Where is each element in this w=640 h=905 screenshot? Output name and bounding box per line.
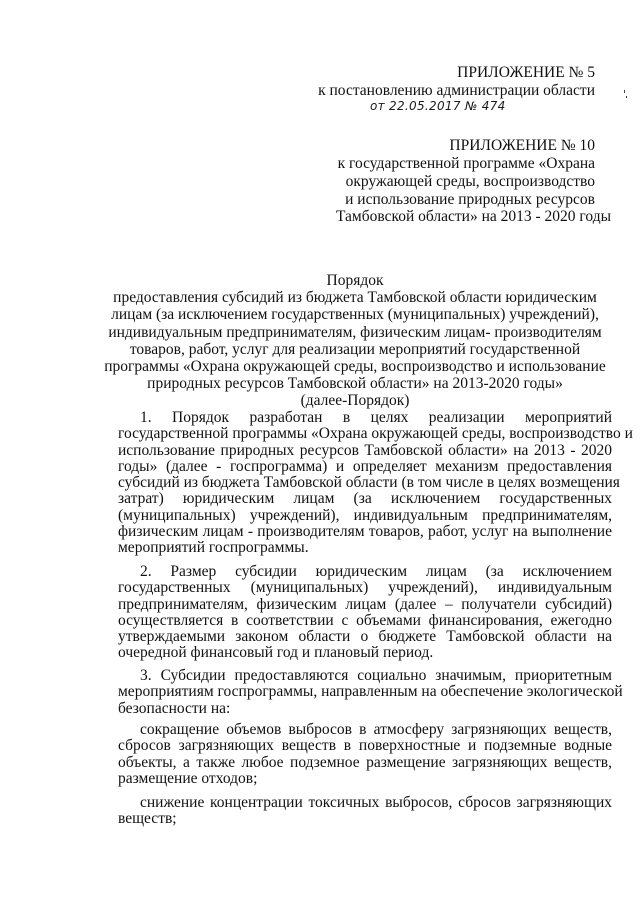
paragraph-line: государственных (муниципальных) учреждений), индивидуальным <box>118 579 612 597</box>
handwritten-date-number: от 22.05.2017 № 474 <box>370 99 506 113</box>
appendix-5-subtitle: к постановлению администрации области <box>318 82 595 99</box>
title-line: индивидуальным предпринимателям, физическим лицам- производителям <box>108 323 602 341</box>
title-line: программы «Охрана окружающей среды, воспроизводство и использование <box>104 358 606 376</box>
appendix-10-line: Тамбовской области» на 2013 - 2020 годы <box>335 208 611 225</box>
paragraph-line: сокращение объемов выбросов в атмосферу загрязняющих веществ, <box>140 721 612 738</box>
paragraph-line: 1. Порядок разработан в целях реализации мероприятий <box>140 409 612 426</box>
appendix-10-line: и использование природных ресурсов <box>345 191 595 208</box>
paragraph-line: сбросов загрязняющих веществ в поверхностные и подземные водные <box>118 737 612 755</box>
paragraph-line: очередной финансовый год и плановый период. <box>118 644 434 662</box>
paragraph-line: 3. Субсидии предоставляются социально значимым, приоритетным <box>140 667 612 684</box>
title-line: товаров, работ, услуг для реализации мероприятий государственной <box>129 340 581 358</box>
title-line: природных ресурсов Тамбовской области» на 2013-2020 годы» <box>147 375 563 393</box>
paragraph-line: объекты, а также любое подземное размещение загрязняющих веществ, <box>118 753 612 771</box>
paragraph-line: годы» (далее - госпрограмма) и определяет механизм предоставления <box>118 457 612 475</box>
title-line: Порядок <box>326 272 384 289</box>
title-line: (далее-Порядок) <box>300 392 410 410</box>
paragraph-line: осуществляется в соответствии с объемами финансирования, ежегодно <box>118 611 612 629</box>
paragraph-4 <box>118 722 612 787</box>
paragraph-line: утверждаемыми законом области о бюджете Тамбовской области на <box>118 628 612 646</box>
paragraph-line: использование природных ресурсов Тамбовской области» на 2013 - 2020 <box>118 441 612 459</box>
paragraph-line: предпринимателям, физическим лицам (далее – получатели субсидий) <box>118 595 612 613</box>
paragraph-line: снижение концентрации токсичных выбросов, сбросов загрязняющих <box>140 794 612 811</box>
paragraph-line: физическим лицам - производителям товаров, работ, услуг на выполнение <box>118 523 612 541</box>
paragraph-line: мероприятиям госпрограммы, направленным на обеспечение экологической <box>118 683 623 701</box>
scan-speck <box>624 90 625 93</box>
paragraph-1 <box>118 409 633 557</box>
appendix-10-title: ПРИЛОЖЕНИЕ № 10 <box>449 137 595 154</box>
paragraph-line: веществ; <box>118 810 177 828</box>
paragraph-2 <box>118 564 612 662</box>
title-line: предоставления субсидий из бюджета Тамбовской области юридическим <box>113 289 597 307</box>
paragraph-5 <box>118 795 612 828</box>
paragraph-line: затрат) юридическим лицам (за исключением государственных <box>118 490 612 508</box>
paragraph-3 <box>118 667 623 717</box>
paragraph-line: безопасности на: <box>118 699 231 717</box>
paragraph-line: (муниципальных) учреждений), индивидуальным предпринимателям, <box>118 506 612 524</box>
appendix-5-title: ПРИЛОЖЕНИЕ № 5 <box>457 64 595 81</box>
title-line: лицам (за исключением государственных (муниципальных) учреждений), <box>111 306 599 324</box>
paragraph-line: субсидий из бюджета Тамбовской области (в том числе в целях возмещения <box>118 474 620 492</box>
paragraph-line: государственной программы «Охрана окружающей среды, воспроизводство и <box>118 425 633 443</box>
paragraph-line: 2. Размер субсидии юридическим лицам (за исключением <box>140 563 612 580</box>
appendix-10-line: окружающей среды, воспроизводство <box>345 173 595 190</box>
appendix-10-line: к государственной программе «Охрана <box>337 155 595 172</box>
scan-speck <box>626 96 627 98</box>
paragraph-line: мероприятий госпрограммы. <box>118 539 309 557</box>
document-title <box>100 272 610 410</box>
paragraph-line: размещение отходов; <box>118 769 258 787</box>
